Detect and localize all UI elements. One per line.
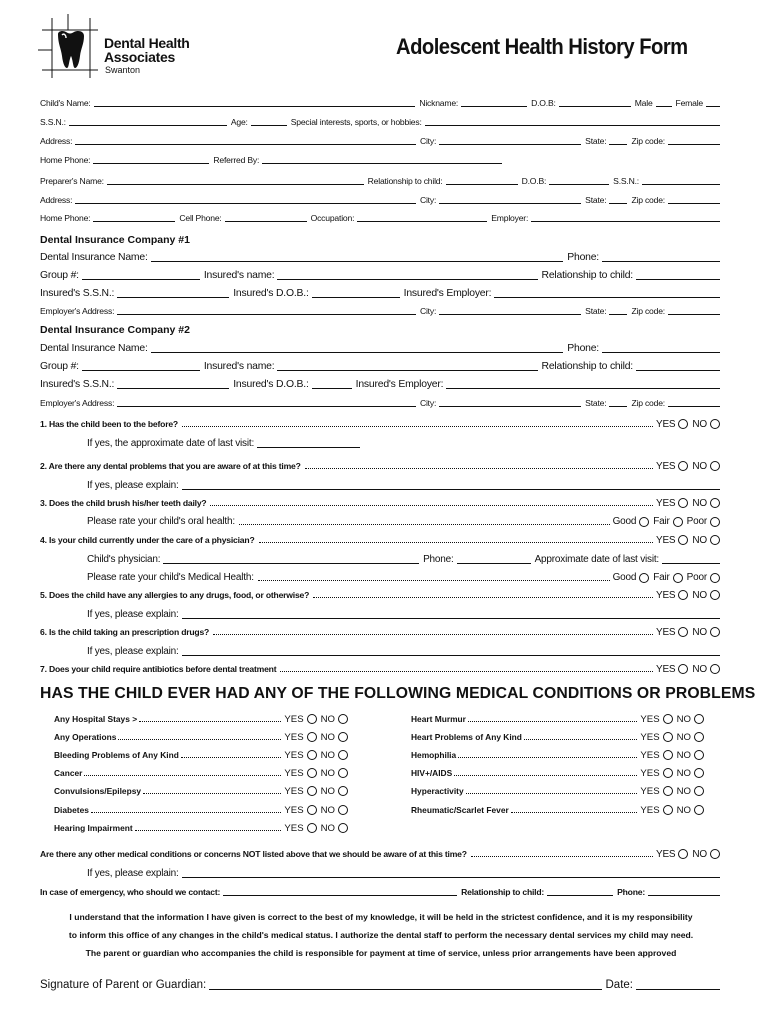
ins1-row-1 [40, 251, 720, 264]
emergency-relationship-field[interactable] [547, 895, 613, 896]
ins2-dob-label: Insured's D.O.B.: [233, 379, 309, 390]
city-label: City: [419, 136, 437, 146]
q3-label: 3. Does the child brush his/her teeth daily? [40, 498, 207, 508]
condition-no[interactable]: NO [321, 750, 348, 761]
preparer-row-2 [40, 195, 720, 206]
preparer-row-1 [40, 176, 720, 187]
q6-sub-field[interactable] [182, 655, 720, 656]
preparer-state-label: State: [585, 195, 607, 205]
dob-field[interactable] [559, 106, 631, 107]
zip-field[interactable] [668, 144, 720, 145]
q5-sub-label: If yes, please explain: [87, 609, 179, 620]
q4-phone-field[interactable] [457, 563, 531, 564]
condition-no[interactable]: NO [677, 750, 704, 761]
ins2-row-1 [40, 342, 720, 355]
q4-fair-radio[interactable] [673, 573, 683, 583]
q6-yes[interactable]: YES [656, 627, 692, 638]
question-3-sub [40, 515, 720, 528]
condition-no[interactable]: NO [677, 714, 704, 725]
condition-yes[interactable]: YES [640, 786, 676, 797]
employer-label: Employer: [491, 213, 529, 223]
q4-poor[interactable]: Poor [687, 571, 720, 584]
address-field[interactable] [75, 144, 416, 145]
ins2-phone-field[interactable] [602, 352, 720, 353]
condition-no[interactable]: NO [321, 786, 348, 797]
ins1-ssn-label: Insured's S.S.N.: [40, 288, 115, 299]
condition-no[interactable]: NO [321, 732, 348, 743]
preparer-name-label: Preparer's Name: [40, 176, 104, 186]
q3-good[interactable]: Good [613, 515, 654, 528]
condition-right: Heart Problems of Any Kind YES NO [411, 732, 704, 743]
preparer-city-label: City: [419, 195, 437, 205]
emergency-phone-field[interactable] [648, 895, 720, 896]
logo-name-line1: Dental Health [104, 35, 190, 51]
q3-poor-radio[interactable] [710, 517, 720, 527]
q4-good-radio[interactable] [639, 573, 649, 583]
ins2-dob-field[interactable] [312, 388, 352, 389]
q6-sub-label: If yes, please explain: [87, 646, 179, 657]
ins1-row-4 [40, 306, 720, 317]
q1-yes-radio[interactable] [678, 419, 688, 429]
condition-left: Bleeding Problems of Any Kind YES NO [54, 750, 348, 761]
ins2-relationship-label: Relationship to child: [541, 361, 633, 372]
signature-row [40, 978, 720, 992]
q7-leader [280, 671, 653, 672]
ins1-row-2 [40, 269, 720, 282]
age-label: Age: [230, 117, 248, 127]
condition-right: Heart Murmur YES NO [411, 714, 704, 725]
ins1-group-label: Group #: [40, 270, 79, 281]
question-3 [40, 498, 720, 509]
condition-no[interactable]: NO [321, 768, 348, 779]
insurance2-heading: Dental Insurance Company #2 [40, 324, 190, 336]
q5-label: 5. Does the child have any allergies to any drugs, food, or otherwise? [40, 590, 310, 600]
home-phone-field[interactable] [93, 163, 209, 164]
male-field[interactable] [656, 106, 672, 107]
address-label: Address: [40, 136, 73, 146]
ins1-group-field[interactable] [82, 279, 200, 280]
condition-no[interactable]: NO [321, 823, 348, 834]
ins2-ssn-label: Insured's S.S.N.: [40, 379, 115, 390]
child-row-3 [40, 136, 720, 147]
q5-yes-radio[interactable] [678, 590, 688, 600]
ins2-employer-field[interactable] [446, 388, 720, 389]
ins1-zip-label: Zip code: [631, 306, 665, 316]
condition-left: Any Operations YES NO [54, 732, 348, 743]
emergency-contact-row [40, 887, 720, 898]
cell-phone-field[interactable] [225, 221, 307, 222]
q4-leader [259, 542, 653, 543]
condition-no[interactable]: NO [677, 786, 704, 797]
ins1-insured-name-field[interactable] [277, 279, 537, 280]
question-2 [40, 461, 720, 472]
ins1-insured-name-label: Insured's name: [203, 270, 275, 281]
ins1-phone-label: Phone: [567, 252, 599, 263]
q4-yes-radio[interactable] [678, 535, 688, 545]
condition-left: Diabetes YES NO [54, 805, 348, 816]
ins2-relationship-field[interactable] [636, 370, 720, 371]
q2-sub-field[interactable] [182, 489, 720, 490]
logo [38, 14, 198, 90]
referred-by-label: Referred By: [213, 155, 260, 165]
question-6-sub [40, 645, 720, 658]
other-question-label: Are there any other medical conditions or concerns NOT listed above that we should be aware of at this time? [40, 849, 467, 859]
q4-physician-field[interactable] [163, 563, 419, 564]
male-label: Male [634, 98, 653, 108]
childs-name-label: Child's Name: [40, 98, 91, 108]
q6-yes-radio[interactable] [678, 627, 688, 637]
zip-label: Zip code: [631, 136, 665, 146]
condition-yes[interactable]: YES [640, 714, 676, 725]
q4-rate-label: Please rate your child's Medical Health: [87, 572, 254, 583]
other-no-radio[interactable] [710, 849, 720, 859]
condition-no[interactable]: NO [321, 805, 348, 816]
nickname-field[interactable] [461, 106, 527, 107]
ins2-row-2 [40, 360, 720, 373]
condition-yes[interactable]: YES [284, 786, 320, 797]
ins2-ssn-field[interactable] [117, 388, 229, 389]
ssn-field[interactable] [69, 125, 227, 126]
preparer-city-field[interactable] [439, 203, 581, 204]
ins1-city-label: City: [419, 306, 437, 316]
ins2-insured-name-field[interactable] [277, 370, 537, 371]
condition-yes[interactable]: YES [640, 732, 676, 743]
state-field[interactable] [609, 144, 627, 145]
signature-label: Signature of Parent or Guardian: [40, 979, 207, 991]
statement-line: to inform this office of any changes in the child's medical status. I authorize the dental staff to perform the necessary dental services my child may need. [68, 930, 694, 940]
q1-yes[interactable]: YES [656, 419, 692, 430]
condition-yes[interactable]: YES [284, 823, 320, 834]
condition-yes[interactable]: YES [284, 805, 320, 816]
q1-label: 1. Has the child been to the before? [40, 419, 178, 429]
condition-right: HIV+/AIDS YES NO [411, 768, 704, 779]
question-5 [40, 590, 720, 601]
ins2-name-field[interactable] [151, 352, 564, 353]
q6-leader [213, 634, 653, 635]
preparer-dob-label: D.O.B: [521, 176, 547, 186]
ins1-city-field[interactable] [439, 314, 581, 315]
q1-no-radio[interactable] [710, 419, 720, 429]
q4-label: 4. Is your child currently under the care of a physician? [40, 535, 255, 545]
referred-by-field[interactable] [262, 163, 502, 164]
question-1-sub [40, 437, 360, 450]
ins1-relationship-field[interactable] [636, 279, 720, 280]
ins2-row-4 [40, 398, 720, 409]
q7-label: 7. Does your child require antibiotics before dental treatment [40, 664, 277, 674]
q6-no[interactable]: NO [692, 627, 720, 638]
q4-physician-label: Child's physician: [87, 554, 161, 565]
q3-yes-radio[interactable] [678, 498, 688, 508]
q4-last-visit-label: Approximate date of last visit: [534, 554, 659, 565]
occupation-field[interactable] [357, 221, 487, 222]
condition-right: Hyperactivity YES NO [411, 786, 704, 797]
interests-field[interactable] [425, 125, 720, 126]
ins2-phone-label: Phone: [567, 343, 599, 354]
other-explain [40, 867, 720, 880]
q2-leader [305, 468, 653, 469]
question-6 [40, 627, 720, 638]
other-yes[interactable]: YES [656, 849, 692, 860]
other-question-leader [471, 856, 653, 857]
condition-right: Rheumatic/Scarlet Fever YES NO [411, 805, 704, 816]
ins1-state-field[interactable] [609, 314, 627, 315]
female-label: Female [675, 98, 703, 108]
condition-yes[interactable]: YES [284, 750, 320, 761]
ins2-employer-label: Insured's Employer: [355, 379, 444, 390]
q3-fair[interactable]: Fair [653, 515, 686, 528]
condition-left: Convulsions/Epilepsy YES NO [54, 786, 348, 797]
ins1-employer-field[interactable] [494, 297, 720, 298]
child-row-1 [40, 98, 720, 109]
question-1 [40, 419, 720, 430]
ins2-group-label: Group #: [40, 361, 79, 372]
q3-yes[interactable]: YES [656, 498, 692, 509]
ins1-zip-field[interactable] [668, 314, 720, 315]
ins2-city-label: City: [419, 398, 437, 408]
q2-no[interactable]: NO [692, 461, 720, 472]
condition-no[interactable]: NO [321, 714, 348, 725]
ins1-phone-field[interactable] [602, 261, 720, 262]
question-7 [40, 664, 720, 675]
insurance1-heading: Dental Insurance Company #1 [40, 234, 190, 246]
condition-no[interactable]: NO [677, 768, 704, 779]
ins2-city-field[interactable] [439, 406, 581, 407]
q3-no-radio[interactable] [710, 498, 720, 508]
preparer-ssn-label: S.S.N.: [613, 176, 639, 186]
question-4-rate [40, 571, 720, 584]
q4-poor-radio[interactable] [710, 573, 720, 583]
q7-no-radio[interactable] [710, 664, 720, 674]
q2-sub-label: If yes, please explain: [87, 480, 179, 491]
q3-sub-label: Please rate your child's oral health: [87, 516, 235, 527]
ins1-state-label: State: [585, 306, 607, 316]
q5-leader [313, 597, 653, 598]
q3-sub-leader [239, 524, 610, 525]
q4-last-visit-field[interactable] [662, 563, 720, 564]
date-field[interactable] [636, 989, 720, 990]
condition-right: Hemophilia YES NO [411, 750, 704, 761]
q3-good-radio[interactable] [639, 517, 649, 527]
other-explain-label: If yes, please explain: [87, 868, 179, 879]
preparer-address-field[interactable] [75, 203, 416, 204]
ins1-name-field[interactable] [151, 261, 564, 262]
preparer-home-phone-label: Home Phone: [40, 213, 91, 223]
ins1-name-label: Dental Insurance Name: [40, 252, 148, 263]
preparer-state-field[interactable] [609, 203, 627, 204]
age-field[interactable] [251, 125, 287, 126]
ins2-state-field[interactable] [609, 406, 627, 407]
statement-line: I understand that the information I have given is correct to the best of my knowledge, it will be held in the strictest confidence, and it is my responsibility [69, 912, 693, 922]
preparer-relationship-label: Relationship to child: [367, 176, 443, 186]
ins1-employer-label: Insured's Employer: [403, 288, 492, 299]
conditions-heading: HAS THE CHILD EVER HAD ANY OF THE FOLLOWING MEDICAL CONDITIONS OR PROBLEMS [40, 685, 756, 702]
q4-no-radio[interactable] [710, 535, 720, 545]
ins2-zip-field[interactable] [668, 406, 720, 407]
emergency-phone-label: Phone: [617, 887, 645, 897]
q5-no[interactable]: NO [692, 590, 720, 601]
q2-yes[interactable]: YES [656, 461, 692, 472]
other-conditions-question [40, 849, 720, 860]
ins2-insured-name-label: Insured's name: [203, 361, 275, 372]
q5-yes[interactable]: YES [656, 590, 692, 601]
condition-left: Hearing Impairment YES NO [54, 823, 348, 834]
q1-sub-label: If yes, the approximate date of last visit: [87, 438, 255, 449]
q6-label: 6. Is the child taking an prescription drugs? [40, 627, 210, 637]
other-explain-field[interactable] [182, 877, 720, 878]
ins1-row-3 [40, 287, 720, 300]
preparer-zip-label: Zip code: [631, 195, 665, 205]
city-field[interactable] [439, 144, 581, 145]
q2-label: 2. Are there any dental problems that you are aware of at this time? [40, 461, 301, 471]
q3-no[interactable]: NO [692, 498, 720, 509]
condition-left: Any Hospital Stays > YES NO [54, 714, 348, 725]
nickname-label: Nickname: [419, 98, 459, 108]
condition-yes[interactable]: YES [640, 768, 676, 779]
logo-location: Swanton [105, 65, 141, 75]
q2-yes-radio[interactable] [678, 461, 688, 471]
ins2-zip-label: Zip code: [631, 398, 665, 408]
ins2-state-label: State: [585, 398, 607, 408]
emergency-label: In case of emergency, who should we contact: [40, 887, 221, 897]
q1-sub-field[interactable] [257, 447, 360, 448]
q4-yes[interactable]: YES [656, 535, 692, 546]
condition-no[interactable]: NO [677, 732, 704, 743]
emergency-field[interactable] [223, 895, 457, 896]
question-2-sub [40, 479, 720, 492]
q7-no[interactable]: NO [692, 664, 720, 675]
ins2-group-field[interactable] [82, 370, 200, 371]
condition-yes[interactable]: YES [640, 750, 676, 761]
childs-name-field[interactable] [94, 106, 416, 107]
child-row-2 [40, 117, 720, 128]
ins2-name-label: Dental Insurance Name: [40, 343, 148, 354]
home-phone-label: Home Phone: [40, 155, 91, 165]
preparer-ssn-field[interactable] [642, 184, 720, 185]
ins2-row-3 [40, 378, 720, 391]
condition-yes[interactable]: YES [284, 714, 320, 725]
logo-name-line2: Associates [104, 49, 175, 65]
condition-left: Cancer YES NO [54, 768, 348, 779]
question-5-sub [40, 608, 720, 621]
question-4 [40, 535, 720, 546]
interests-label: Special interests, sports, or hobbies: [290, 117, 422, 127]
ins1-ssn-field[interactable] [117, 297, 229, 298]
q4-phone-label: Phone: [423, 554, 454, 565]
q4-good[interactable]: Good [613, 571, 654, 584]
q4-rate-leader [258, 580, 610, 581]
ins1-relationship-label: Relationship to child: [541, 270, 633, 281]
q5-no-radio[interactable] [710, 590, 720, 600]
preparer-address-label: Address: [40, 195, 73, 205]
female-field[interactable] [706, 106, 720, 107]
other-no[interactable]: NO [692, 849, 720, 860]
ins1-emp-address-field[interactable] [117, 314, 416, 315]
tooth-logo-icon [38, 14, 100, 80]
q1-leader [182, 426, 653, 427]
other-yes-radio[interactable] [678, 849, 688, 859]
state-label: State: [585, 136, 607, 146]
q3-fair-radio[interactable] [673, 517, 683, 527]
condition-yes[interactable]: YES [284, 768, 320, 779]
q4-fair[interactable]: Fair [653, 571, 686, 584]
ins2-emp-address-field[interactable] [117, 406, 416, 407]
q7-yes-radio[interactable] [678, 664, 688, 674]
ins2-emp-address-label: Employer's Address: [40, 398, 115, 408]
preparer-home-phone-field[interactable] [93, 221, 175, 222]
ins1-emp-address-label: Employer's Address: [40, 306, 115, 316]
q1-no[interactable]: NO [692, 419, 720, 430]
dob-label: D.O.B: [531, 98, 556, 108]
q5-sub-field[interactable] [182, 618, 720, 619]
child-row-4 [40, 155, 502, 166]
preparer-zip-field[interactable] [668, 203, 720, 204]
date-label: Date: [605, 979, 633, 991]
page-title: Adolescent Health History Form [396, 34, 688, 59]
cell-phone-label: Cell Phone: [179, 213, 222, 223]
ssn-label: S.S.N.: [40, 117, 66, 127]
emergency-relationship-label: Relationship to child: [461, 887, 545, 897]
q4-no[interactable]: NO [692, 535, 720, 546]
q6-no-radio[interactable] [710, 627, 720, 637]
q2-no-radio[interactable] [710, 461, 720, 471]
signature-field[interactable] [209, 989, 601, 990]
q3-leader [210, 505, 653, 506]
condition-yes[interactable]: YES [284, 732, 320, 743]
preparer-dob-field[interactable] [549, 184, 609, 185]
q3-poor[interactable]: Poor [687, 515, 720, 528]
condition-no[interactable]: NO [677, 805, 704, 816]
preparer-name-field[interactable] [107, 184, 364, 185]
occupation-label: Occupation: [310, 213, 355, 223]
preparer-row-3 [40, 213, 720, 224]
ins1-dob-label: Insured's D.O.B.: [233, 288, 309, 299]
preparer-relationship-field[interactable] [446, 184, 518, 185]
statement-line: The parent or guardian who accompanies the child is responsible for payment at time of service, unless prior arrangements have been approved [85, 948, 677, 958]
condition-yes[interactable]: YES [640, 805, 676, 816]
ins1-dob-field[interactable] [312, 297, 400, 298]
employer-field[interactable] [531, 221, 720, 222]
q7-yes[interactable]: YES [656, 664, 692, 675]
question-4-physician [40, 553, 720, 566]
